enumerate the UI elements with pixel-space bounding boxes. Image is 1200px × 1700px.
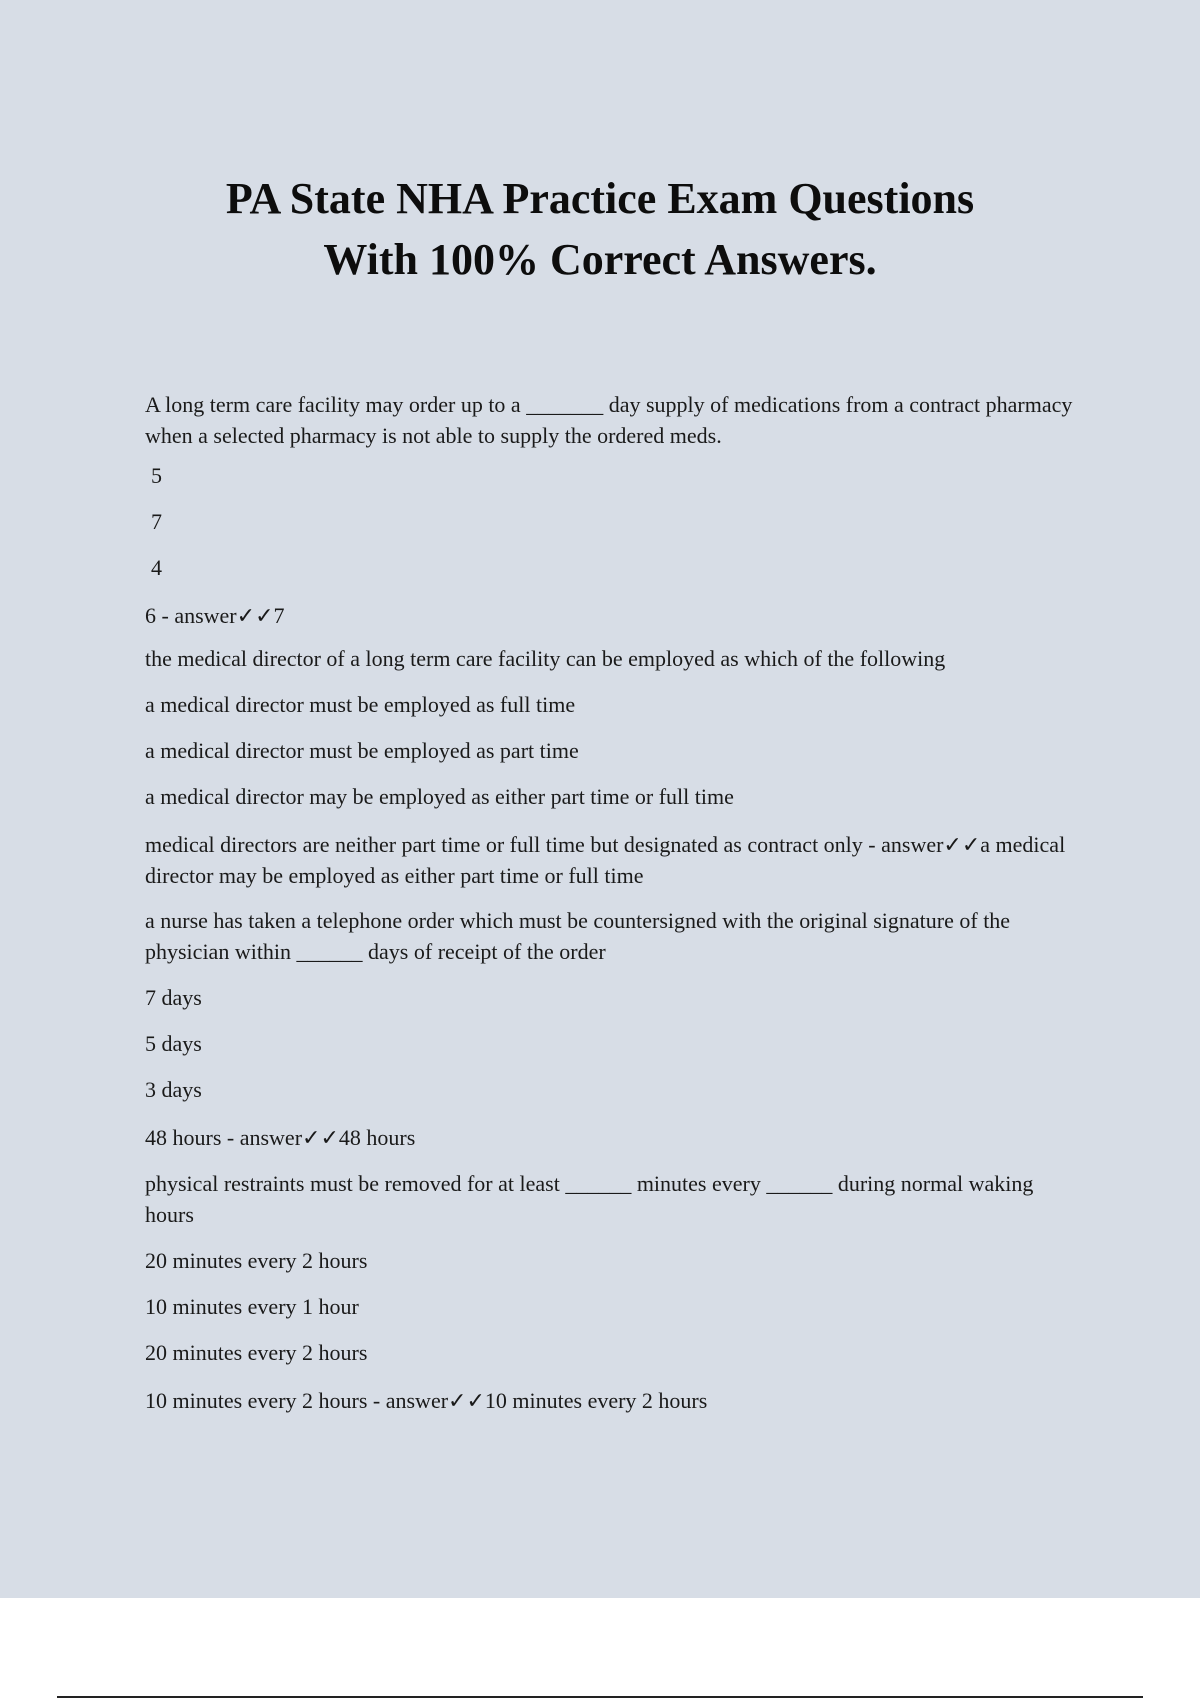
title-line-1: PA State NHA Practice Exam Questions bbox=[225, 174, 975, 223]
answer-option: 7 bbox=[151, 509, 162, 534]
answer-option: 10 minutes every 1 hour bbox=[145, 1294, 359, 1319]
answer-option: 7 days bbox=[145, 985, 202, 1010]
answer-option: 5 days bbox=[145, 1031, 202, 1056]
answer-option: a medical director may be employed as either part time or full time bbox=[145, 784, 734, 809]
answer-option: a medical director must be employed as full time bbox=[145, 692, 576, 717]
question-text: the medical director of a long term care facility can be employed as which of the following bbox=[145, 646, 946, 671]
footer-divider bbox=[57, 1696, 1143, 1698]
answer-option: 3 days bbox=[145, 1077, 202, 1102]
answer-option: 5 bbox=[151, 463, 162, 488]
answer-option: 4 bbox=[151, 555, 162, 580]
document-title bbox=[100, 168, 1100, 290]
question-text: a nurse has taken a telephone order which must be countersigned with the original signature of the physician within ______ days of receipt of the order bbox=[145, 908, 1011, 964]
answer-option: 20 minutes every 2 hours bbox=[145, 1248, 368, 1273]
correct-answer: 48 hours - answer✓✓48 hours bbox=[145, 1125, 416, 1150]
answer-option: a medical director must be employed as part time bbox=[145, 738, 579, 763]
correct-answer: 6 - answer✓✓7 bbox=[145, 603, 285, 628]
question-text: physical restraints must be removed for at least ______ minutes every ______ during normal waking hours bbox=[145, 1171, 1034, 1227]
answer-option: 20 minutes every 2 hours bbox=[145, 1340, 368, 1365]
title-line-2: With 100% Correct Answers. bbox=[323, 235, 877, 284]
correct-answer: medical directors are neither part time or full time but designated as contract only - answer✓✓a medical director may be employed as either part time or full time bbox=[145, 832, 1066, 888]
question-text: A long term care facility may order up to a _______ day supply of medications from a contract pharmacy when a selected pharmacy is not able to supply the ordered meds. bbox=[145, 392, 1073, 448]
correct-answer: 10 minutes every 2 hours - answer✓✓10 minutes every 2 hours bbox=[145, 1388, 708, 1413]
question-list bbox=[145, 389, 1075, 1416]
